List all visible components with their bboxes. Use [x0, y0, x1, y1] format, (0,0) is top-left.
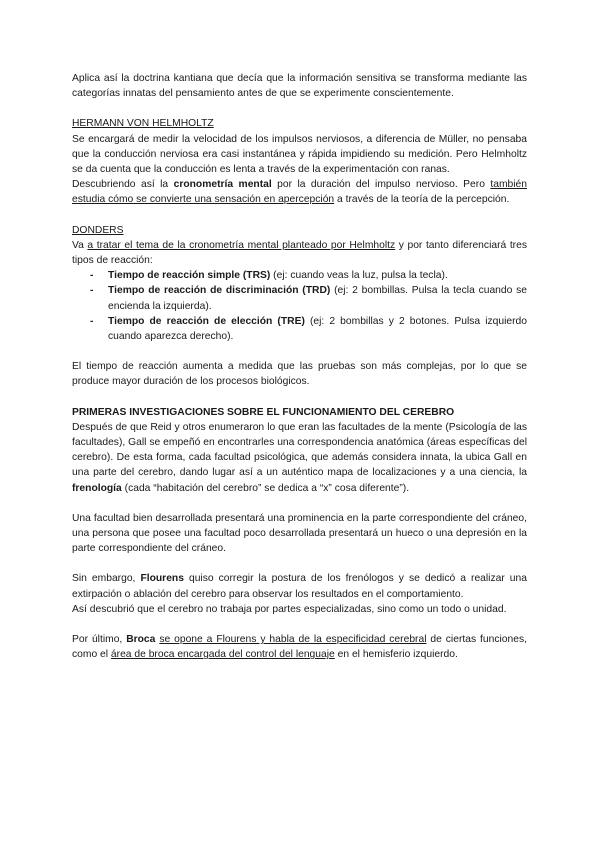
helmholtz-heading: HERMANN VON HELMHOLTZ [72, 118, 214, 130]
donders-intro: Va a tratar el tema de la cronometría mental planteado por Helmholtz y por tanto diferenciará tres tipos de reacción: [72, 239, 527, 267]
helmholtz-paragraph-2: Descubriendo así la cronometría mental por la duración del impulso nervioso. Pero también estudia cómo se convierte una sensación en apercepción a través de la teoría de la percepción. [72, 179, 527, 206]
investigaciones-paragraph-1: Después de que Reid y otros enumeraron lo que eran las facultades de la mente (Psicología de las facultades), Gall se empeñó en encontrarles una correspondencia anatómica (áreas específicas del cerebro). De esta forma, cada facultad psicológica, que además considera innata, la ubica Gall en una parte del cerebro, dando lugar así a un auténtico mapa de localizaciones y a una ciencia, la frenología (cada “habitación del cerebro” se dedica a “x” cosa diferente”). [72, 421, 527, 494]
dash-bullet: - [90, 270, 94, 282]
intro-paragraph: Aplica así la doctrina kantiana que decía que la información sensitiva se transforma mediante las categorías innatas del pensamiento antes de que se experimente conscientemente. [72, 73, 527, 100]
list-item: - Tiempo de reacción de elección (TRE) (ej: 2 bombillas y 2 botones. Pulsa izquierdo cuando aparezca derecho). [90, 315, 527, 343]
reaction-types-list [72, 268, 527, 344]
investigaciones-paragraph-2: Una facultad bien desarrollada presentará una prominencia en la parte correspondiente del cráneo, una persona que posee una facultad poco desarrollada presentará un hueco o una depresión en la parte correspondiente del cráneo. [72, 512, 527, 555]
dash-bullet: - [90, 315, 94, 327]
underlined-especificidad: se opone a Flourens y habla de la especificidad cerebral [159, 634, 427, 646]
term-cronometria-mental: cronometría mental [173, 179, 272, 191]
list-item: - Tiempo de reacción de discriminación (TRD) (ej: 2 bombillas. Pulsa la tecla cuando se encienda la izquierda). [90, 285, 528, 312]
term-broca: Broca [126, 634, 156, 646]
document-page [72, 71, 527, 663]
underlined-area-broca: área de broca encargada del control del lenguaje [110, 649, 335, 661]
helmholtz-paragraph-1: Se encargará de medir la velocidad de los impulsos nerviosos, a diferencia de Müller, no pensaba que la conducción nerviosa era casi instantánea y rápida impidiendo su medición. Pero Helmholtz se da cuenta que la conducción es lenta a través de la experimentación con ranas. [72, 133, 527, 176]
investigaciones-paragraph-5: Por último, Broca se opone a Flourens y habla de la especificidad cerebral de ciertas funciones, como el área de broca encargada del control del lenguaje en el hemisferio izquierdo. [72, 634, 527, 661]
term-frenologia: frenología [72, 482, 122, 494]
list-item: - Tiempo de reacción simple (TRS) (ej: cuando veas la luz, pulsa la tecla). [72, 268, 527, 283]
donders-conclusion: El tiempo de reacción aumenta a medida que las pruebas son más complejas, por lo que se produce mayor duración de los procesos biológicos. [72, 361, 527, 388]
investigaciones-paragraph-4: Así descubrió que el cerebro no trabaja por partes especializadas, sino como un todo o unidad. [72, 603, 507, 615]
dash-bullet: - [90, 285, 94, 297]
underlined-apercepcion: también estudia cómo se convierte una sensación en apercepción [72, 179, 527, 206]
donders-heading: DONDERS [72, 224, 124, 236]
term-flourens: Flourens [140, 573, 184, 585]
investigaciones-paragraph-3: Sin embargo, Flourens quiso corregir la postura de los frenólogos y se dedicó a realizar una extirpación o ablación del cerebro para observar los resultados en el comportamiento. [72, 573, 527, 600]
investigaciones-heading: PRIMERAS INVESTIGACIONES SOBRE EL FUNCIONAMIENTO DEL CEREBRO [72, 406, 455, 418]
underlined-cronometria: a tratar el tema de la cronometría mental planteado por Helmholtz [87, 239, 396, 251]
